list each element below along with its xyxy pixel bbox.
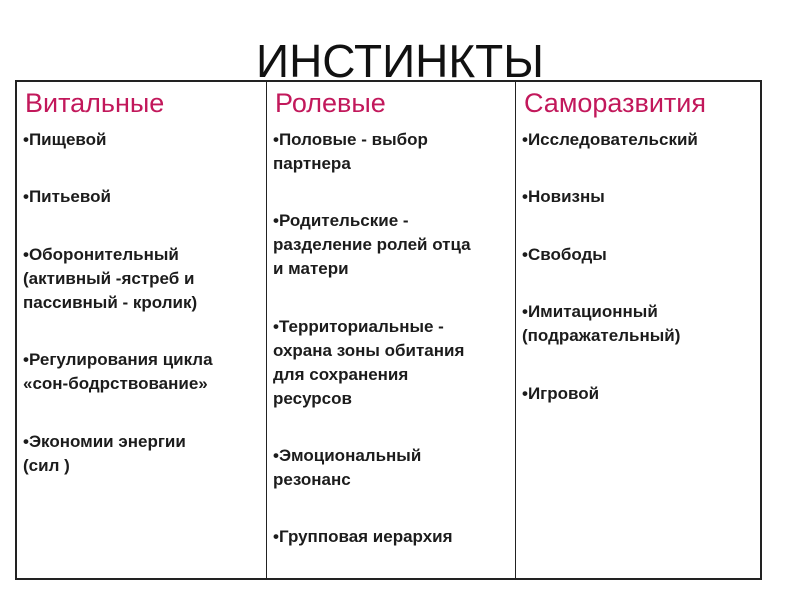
list-item xyxy=(522,128,698,152)
item-line: для сохранения xyxy=(273,365,409,384)
item-line: (подражательный) xyxy=(522,326,681,345)
list-item xyxy=(273,525,453,549)
item-line: •Регулирования цикла xyxy=(23,350,213,369)
list-item xyxy=(273,315,464,411)
item-line: •Эмоциональный xyxy=(273,446,422,465)
column-header-role: Ролевые xyxy=(275,88,386,118)
item-line: •Исследовательский xyxy=(522,130,698,149)
item-line: •Групповая иерархия xyxy=(273,527,453,546)
item-line: •Территориальные - xyxy=(273,317,444,336)
item-line: ресурсов xyxy=(273,389,352,408)
item-line: «сон-бодрствование» xyxy=(23,374,208,393)
item-line: охрана зоны обитания xyxy=(273,341,465,360)
item-line: пассивный - кролик) xyxy=(23,293,198,312)
item-line: и матери xyxy=(273,259,349,278)
item-line: •Новизны xyxy=(522,187,605,206)
item-line: •Имитационный xyxy=(522,302,658,321)
item-line: •Родительские - xyxy=(273,211,409,230)
list-item xyxy=(273,444,421,492)
column-header-vital: Витальные xyxy=(25,88,165,118)
page-title: ИНСТИНКТЫ xyxy=(256,35,544,87)
list-item xyxy=(23,348,213,396)
item-line: •Свободы xyxy=(522,245,607,264)
list-item xyxy=(273,209,471,281)
item-line: •Питьевой xyxy=(23,187,111,206)
list-item xyxy=(23,243,197,315)
item-line: партнера xyxy=(273,154,351,173)
item-line: разделение ролей отца xyxy=(273,235,471,254)
instincts-table xyxy=(15,80,762,580)
item-line: •Экономии энергии xyxy=(23,432,186,451)
list-item xyxy=(522,382,599,406)
list-item xyxy=(522,185,605,209)
list-item xyxy=(522,243,607,267)
list-item xyxy=(23,430,186,478)
list-item xyxy=(522,300,680,348)
list-item xyxy=(23,128,106,152)
column-vital xyxy=(17,82,267,578)
list-item xyxy=(23,185,111,209)
item-line: •Оборонительный xyxy=(23,245,179,264)
item-line: (активный -ястреб и xyxy=(23,269,195,288)
list-item xyxy=(273,128,428,176)
column-role xyxy=(267,82,516,578)
item-line: резонанс xyxy=(273,470,351,489)
column-self-development xyxy=(516,82,760,578)
column-header-self-development: Саморазвития xyxy=(524,88,706,118)
item-line: •Пищевой xyxy=(23,130,107,149)
item-line: •Игровой xyxy=(522,384,600,403)
item-line: •Половые - выбор xyxy=(273,130,428,149)
item-line: (сил ) xyxy=(23,456,70,475)
